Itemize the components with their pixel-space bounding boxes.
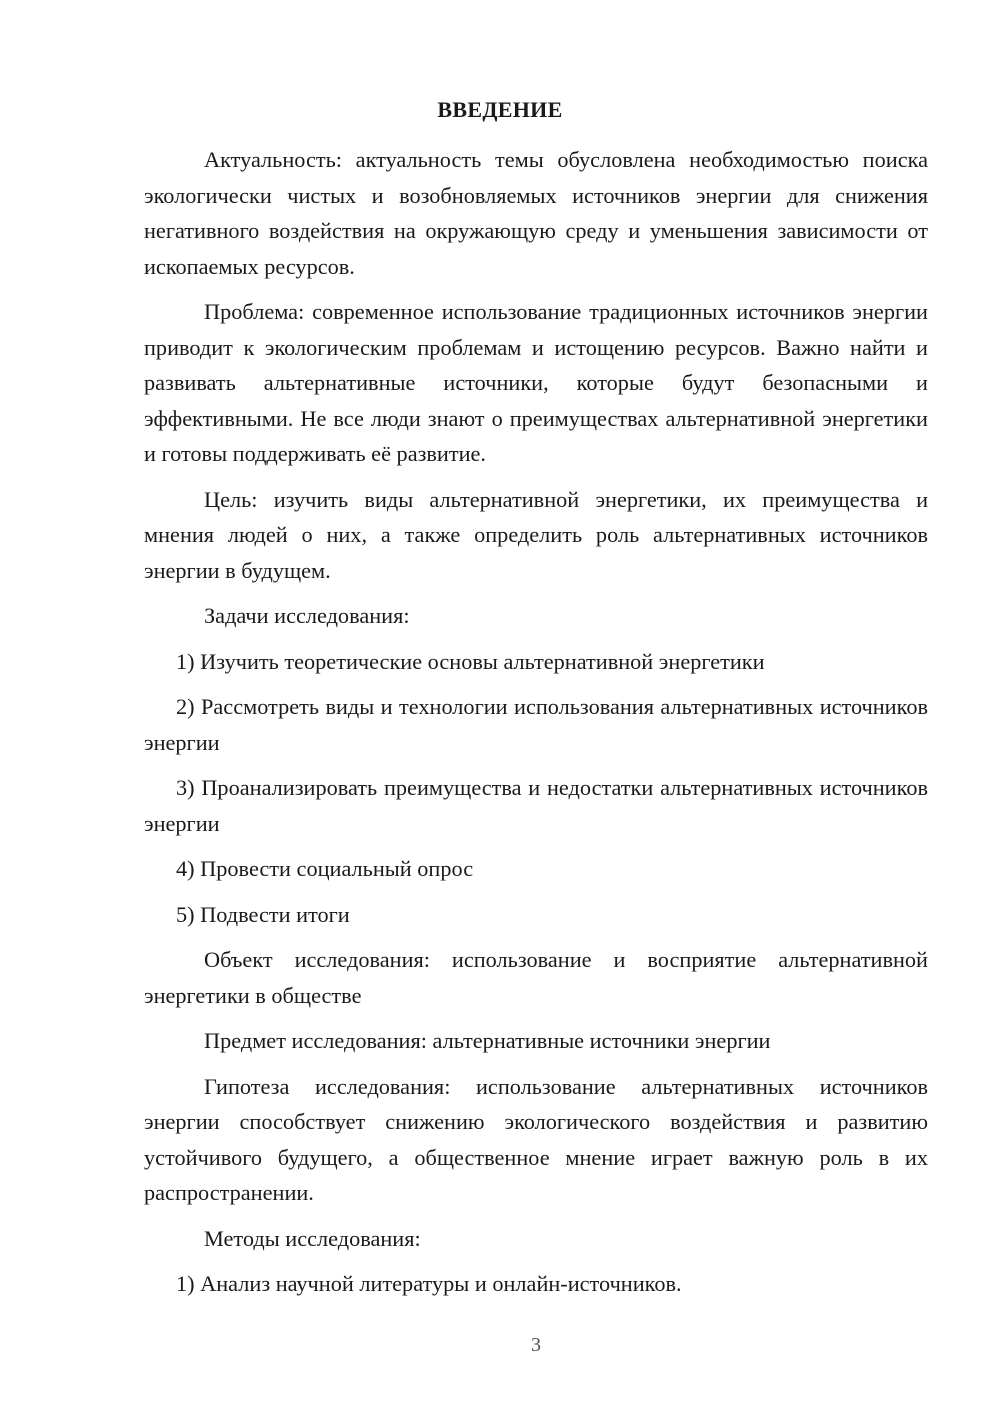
task-item: 1) Изучить теоретические основы альтернативной энергетики	[176, 648, 765, 674]
methods-heading: Методы исследования:	[204, 1225, 421, 1251]
page-title: ВВЕДЕНИЕ	[437, 97, 563, 122]
tasks-heading: Задачи исследования:	[204, 603, 410, 628]
document-body	[144, 142, 928, 1312]
method-item: 1) Анализ научной литературы и онлайн-источников.	[176, 1271, 682, 1296]
paragraph-object: Объект исследования: использование и восприятие альтернативной энергетики в обществе	[144, 947, 928, 1008]
task-item: 3) Проанализировать преимущества и недостатки альтернативных источников энергии	[144, 775, 928, 836]
paragraph-goal: Цель: изучить виды альтернативной энергетики, их преимущества и мнения людей о них, а также определить роль альтернативных источников энергии в будущем.	[144, 486, 928, 583]
page-number: 3	[531, 1334, 541, 1356]
task-item: 5) Подвести итоги	[176, 901, 350, 927]
task-item: 2) Рассмотреть виды и технологии использования альтернативных источников энергии	[144, 694, 928, 755]
paragraph-subject: Предмет исследования: альтернативные источники энергии	[204, 1028, 771, 1053]
paragraph-hypothesis: Гипотеза исследования: использование альтернативных источников энергии способствует снижению экологического воздействия и развитию устойчивого будущего, а общественное мнение играет важную роль в их распространении.	[144, 1073, 928, 1205]
paragraph-problem: Проблема: современное использование традиционных источников энергии приводит к экологическим проблемам и истощению ресурсов. Важно найти и развивать альтернативные источники, которые будут безопасными и эффективными. Не все люди знают о преимуществах альтернативной энергетики и готовы поддерживать её развитие.	[144, 299, 928, 466]
task-item: 4) Провести социальный опрос	[176, 856, 474, 881]
paragraph-actuality: Актуальность: актуальность темы обусловлена необходимостью поиска экологически чистых и возобновляемых источников энергии для снижения негативного воздействия на окружающую среду и уменьшения зависимости от ископаемых ресурсов.	[144, 147, 928, 279]
